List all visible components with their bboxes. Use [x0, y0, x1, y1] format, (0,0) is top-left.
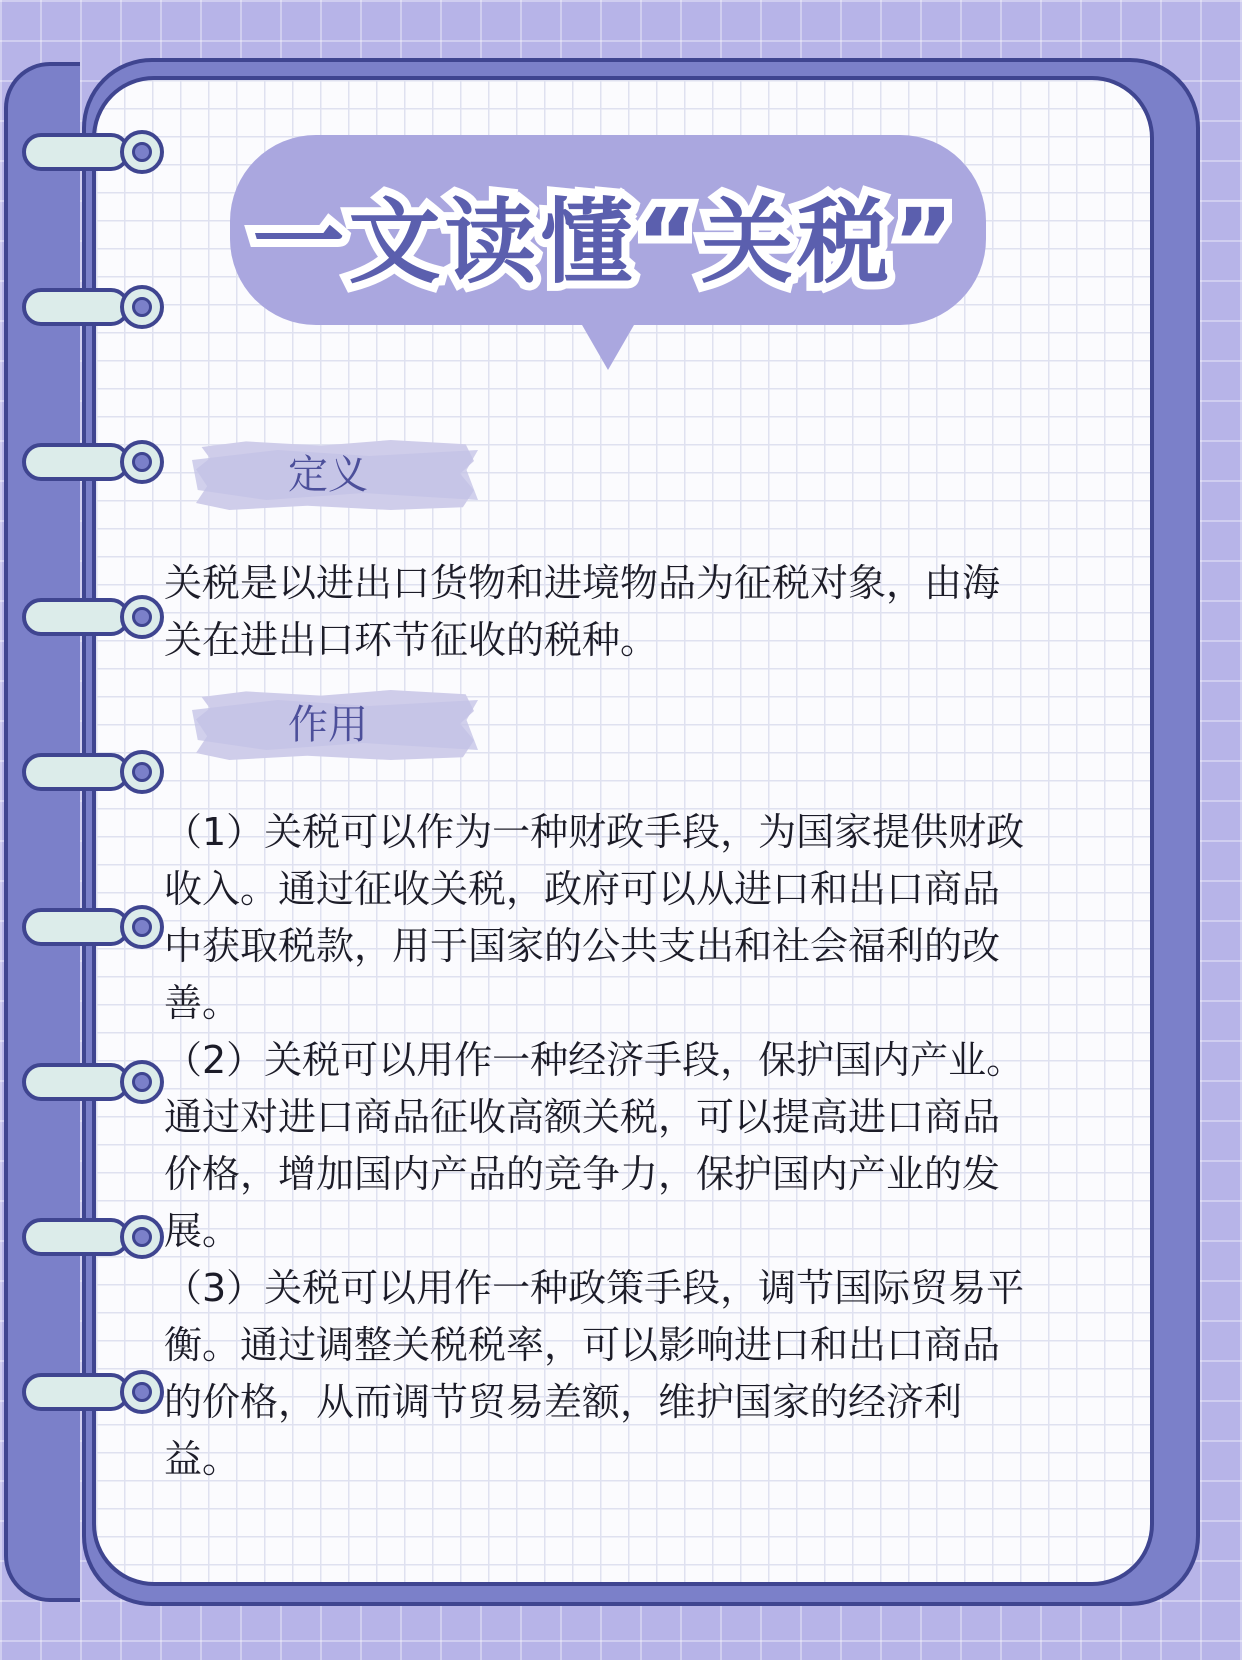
binder-ring-icon — [22, 1370, 152, 1416]
binder-ring-icon — [22, 750, 152, 796]
section-label-text: 作用 — [288, 702, 368, 748]
section-label-text: 定义 — [288, 452, 368, 498]
function-paragraph-3: （3）关税可以用作一种政策手段，调节国际贸易平衡。通过调整关税税率，可以影响进口和出口商品的价格，从而调节贸易差额，维护国家的经济利益。 — [164, 1266, 1025, 1481]
binder-ring-icon — [22, 1215, 152, 1261]
binder-ring-icon — [22, 285, 152, 331]
binder-ring-icon — [22, 905, 152, 951]
definition-paragraph: 关税是以进出口货物和进境物品为征税对象，由海关在进出口环节征收的税种。 — [164, 561, 1001, 662]
page-title: 一文读懂“关税” — [252, 189, 958, 296]
binder-ring-icon — [22, 130, 152, 176]
function-paragraph-1: （1）关税可以作为一种财政手段，为国家提供财政收入。通过征收关税，政府可以从进口和出口商品中获取税款，用于国家的公共支出和社会福利的改善。 — [164, 810, 1025, 1025]
function-paragraph-2: （2）关税可以用作一种经济手段，保护国内产业。通过对进口商品征收高额关税，可以提高进口商品价格，增加国内产品的竞争力，保护国内产业的发展。 — [164, 1038, 1025, 1253]
title-bubble-tail — [578, 318, 638, 370]
binder-ring-icon — [22, 440, 152, 486]
section-label-function — [196, 690, 474, 760]
binder-ring-icon — [22, 1060, 152, 1106]
binder-ring-icon — [22, 595, 152, 641]
section-label-definition — [196, 440, 474, 510]
